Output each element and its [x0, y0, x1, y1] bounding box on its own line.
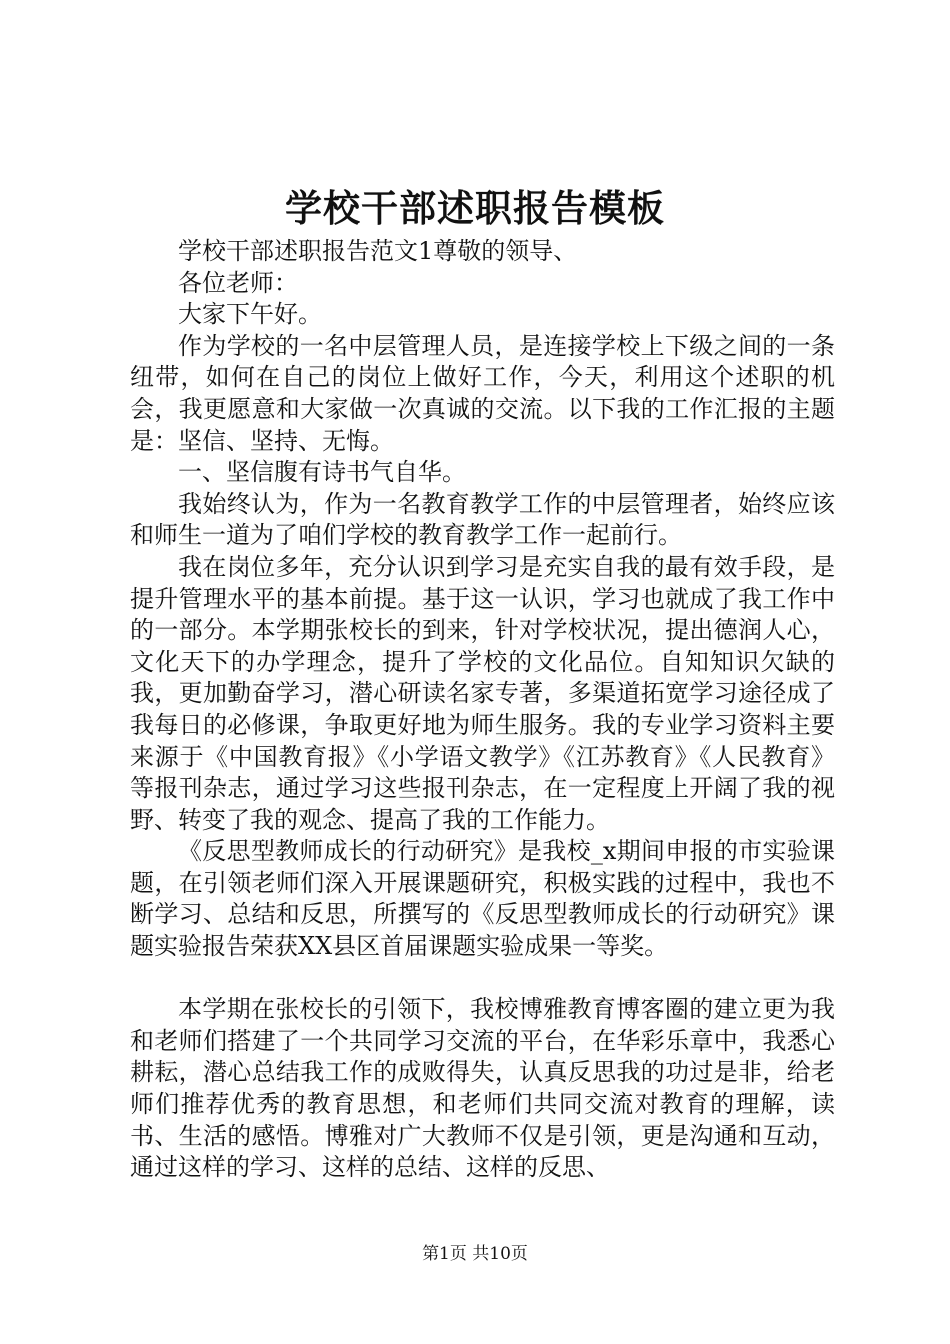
section-heading-1: 一、坚信腹有诗书气自华。	[178, 458, 466, 487]
paragraph-gap	[130, 963, 835, 995]
page-footer: 第1页 共10页	[422, 1244, 528, 1264]
document-body	[130, 236, 835, 1184]
paragraph-greeting: 大家下午好。	[178, 300, 322, 329]
paragraph-learning: 我在岗位多年，充分认识到学习是充实自我的最有效手段，是提升管理水平的基本前提。基于这一认识，学习也就成了我工作中的一部分。本学期张校长的到来，针对学校状况，提出德润人心，文化天下的办学理念，提升了学校的文化品位。自知知识欠缺的我，更加勤奋学习，潜心研读名家专著，多渠道拓宽学习途径成了我每日的必修课，争取更好地为师生服务。我的专业学习资料主要来源于《中国教育报》《小学语文教学》《江苏教育》《人民教育》等报刊杂志，通过学习这些报刊杂志，在一定程度上开阔了我的视野、转变了我的观念、提高了我的工作能力。	[130, 552, 835, 834]
paragraph-intro: 作为学校的一名中层管理人员，是连接学校上下级之间的一条纽带，如何在自己的岗位上做好工作，今天，利用这个述职的机会，我更愿意和大家做一次真诚的交流。以下我的工作汇报的主题是：坚信、坚持、无悔。	[130, 331, 835, 455]
document-title: 学校干部述职报告模板	[285, 186, 665, 230]
paragraph-research: 《反思型教师成长的行动研究》是我校_x期间申报的市实验课题，在引领老师们深入开展课题研究，积极实践的过程中，我也不断学习、总结和反思，所撰写的《反思型教师成长的行动研究》课题实验报告荣获XX县区首届课题实验成果一等奖。	[130, 837, 835, 961]
paragraph-belief: 我始终认为，作为一名教育教学工作的中层管理者，始终应该和师生一道为了咱们学校的教育教学工作一起前行。	[130, 489, 835, 550]
paragraph-audience: 各位老师：	[178, 268, 298, 297]
paragraph-salutation: 学校干部述职报告范文1尊敬的领导、	[178, 237, 578, 265]
paragraph-blog: 本学期在张校长的引领下，我校博雅教育博客圈的建立更为我和老师们搭建了一个共同学习交流的平台，在华彩乐章中，我悉心耕耘，潜心总结我工作的成败得失，认真反思我的功过是非，给老师们推荐优秀的教育思想，和老师们共同交流对教育的理解，读书、生活的感悟。博雅对广大教师不仅是引领，更是沟通和互动，通过这样的学习、这样的总结、这样的反思、	[130, 995, 835, 1182]
